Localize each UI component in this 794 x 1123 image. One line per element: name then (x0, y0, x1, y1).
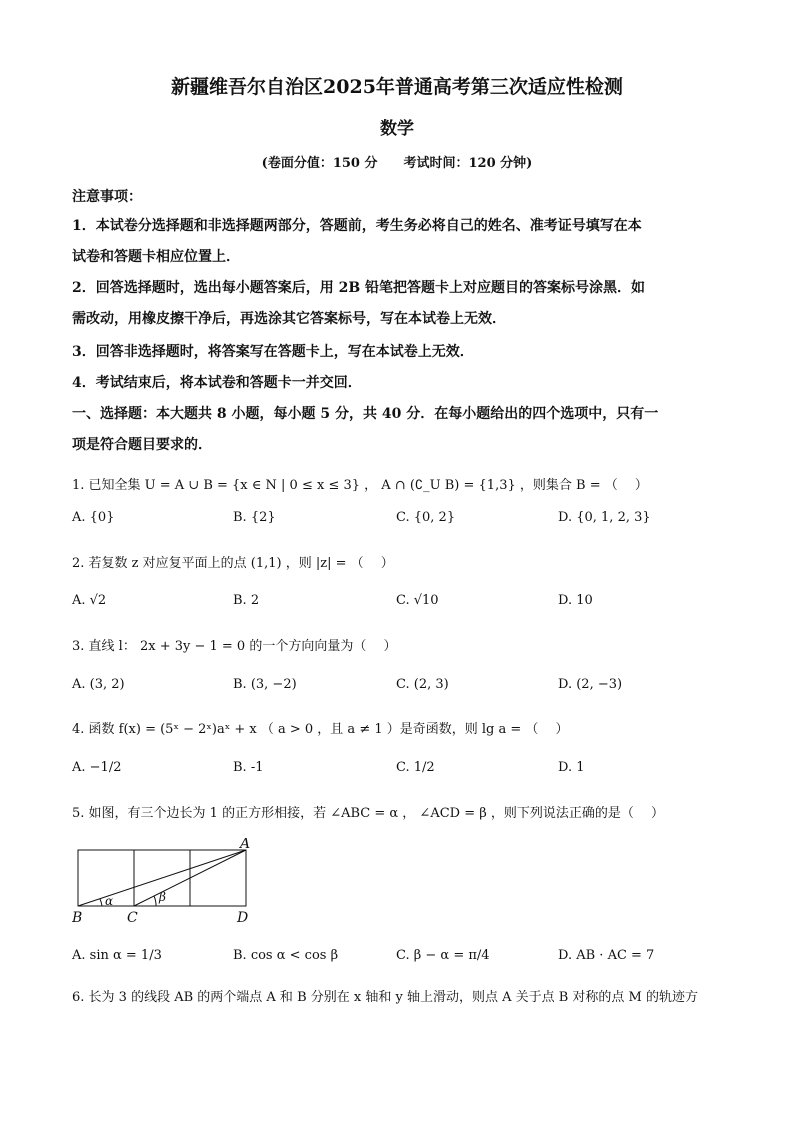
label-d: D (237, 910, 249, 926)
angle-beta-arc (154, 896, 156, 906)
question-4-stem: 4. 函数 f(x) = (5ˣ − 2ˣ)aˣ + x （ a > 0 ，且 a ≠ 1 ）是奇函数，则 lg a = （ ） (72, 722, 569, 737)
angle-alpha-arc (100, 899, 102, 906)
question-3-stem: 3. 直线 l： 2x + 3y − 1 = 0 的一个方向向量为（ ） (72, 639, 397, 654)
question-1-option-a: A. {0} (72, 510, 115, 525)
question-2-option-a: A. √2 (72, 593, 107, 608)
section-heading-cont: 项是符合题目要求的． (72, 437, 212, 453)
subject-title: 数学 (380, 119, 414, 139)
question-2-option-b: B. 2 (233, 593, 260, 608)
question-5-option-d: D. AB · AC = 7 (558, 948, 655, 963)
question-1-option-d: D. {0, 1, 2, 3} (558, 510, 651, 525)
section-heading: 一、选择题：本大题共 8 小题，每小题 5 分，共 40 分．在每小题给出的四个选项中，只有一 (72, 406, 659, 422)
label-c: C (127, 910, 138, 926)
question-5-option-a: A. sin α = 1/3 (72, 948, 162, 963)
notice-line: 4．考试结束后，将本试卷和答题卡一并交回． (72, 375, 362, 391)
label-alpha: α (105, 894, 114, 908)
question-5-option-c: C. β − α = π/4 (396, 948, 490, 963)
question-1-option-b: B. {2} (233, 510, 276, 525)
notice-line: 试卷和答题卡相应位置上． (72, 249, 240, 265)
question-4-option-a: A. −1/2 (72, 760, 122, 775)
label-b: B (72, 910, 83, 926)
notice-line: 1．本试卷分选择题和非选择题两部分，答题前，考生务必将自己的姓名、准考证号填写在本 (72, 218, 642, 234)
question-6-stem: 6. 长为 3 的线段 AB 的两个端点 A 和 B 分别在 x 轴和 y 轴上滑动，则点 A 关于点 B 对称的点 M 的轨迹方 (72, 990, 699, 1005)
question-3-option-d: D. (2, −3) (558, 677, 623, 692)
question-3-option-c: C. (2, 3) (396, 677, 449, 692)
question-1-option-c: C. {0, 2} (396, 510, 456, 525)
question-1-stem: 1. 已知全集 U = A ∪ B = {x ∈ N | 0 ≤ x ≤ 3} ， A ∩ (∁_U B) = {1,3} ，则集合 B = （ ） (72, 478, 648, 493)
question-2-option-c: C. √10 (396, 593, 439, 608)
label-beta: β (159, 890, 166, 904)
notice-line: 3．回答非选择题时，将答案写在答题卡上，写在本试卷上无效． (72, 344, 474, 360)
question-2-option-d: D. 10 (558, 593, 593, 608)
question-3-option-b: B. (3, −2) (233, 677, 297, 692)
question-2-stem: 2. 若复数 z 对应复平面上的点 (1,1) ，则 |z| = （ ） (72, 556, 394, 571)
notice-line: 需改动，用橡皮擦干净后，再选涂其它答案标号，写在本试卷上无效． (72, 311, 506, 327)
question-4-option-c: C. 1/2 (396, 760, 435, 775)
question-4-option-b: B. -1 (233, 760, 264, 775)
notice-line: 2．回答选择题时，选出每小题答案后，用 2B 铅笔把答题卡上对应题目的答案标号涂黑．如 (72, 280, 646, 296)
question-5-option-b: B. cos α < cos β (233, 948, 339, 963)
question-3-option-a: A. (3, 2) (72, 677, 125, 692)
three-squares-figure (72, 838, 262, 930)
notice-heading: 注意事项： (72, 189, 142, 205)
exam-info: (卷面分值：150 分 考试时间：120 分钟) (261, 156, 533, 171)
page-title: 新疆维吾尔自治区2025年普通高考第三次适应性检测 (171, 76, 623, 98)
question-5-stem: 5. 如图，有三个边长为 1 的正方形相接，若 ∠ABC = α ， ∠ACD = β ，则下列说法正确的是（ ） (72, 806, 665, 821)
question-4-option-d: D. 1 (558, 760, 585, 775)
label-a: A (240, 838, 251, 852)
